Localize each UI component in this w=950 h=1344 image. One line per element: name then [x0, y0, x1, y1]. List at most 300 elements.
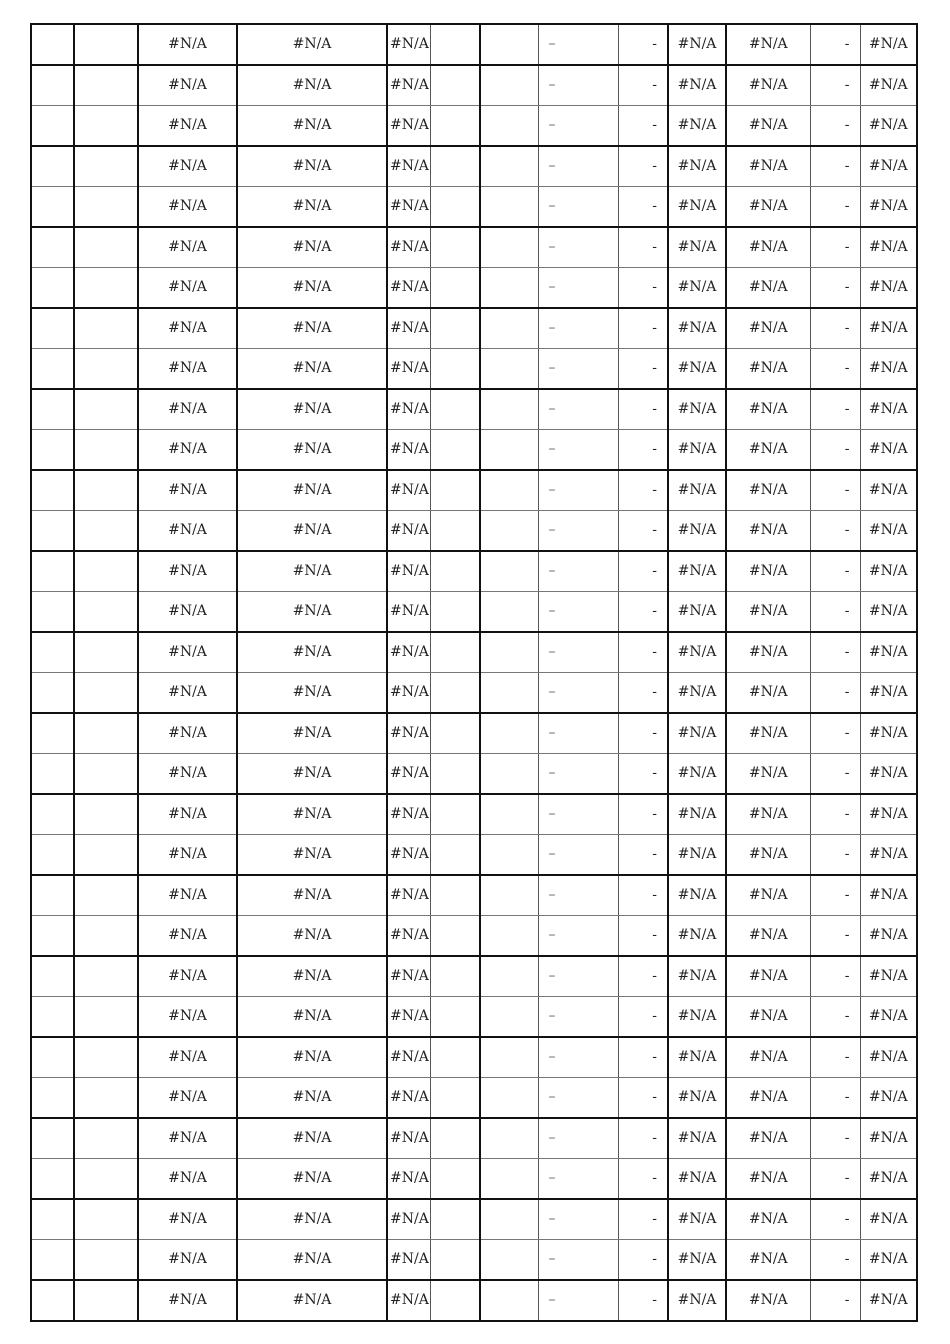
table-cell-c6 [480, 997, 538, 1038]
table-cell-c10: #N/A [726, 349, 810, 390]
table-cell-c0 [31, 1078, 74, 1119]
table-cell-c9: #N/A [668, 106, 726, 147]
table-cell-c4: #N/A [387, 389, 430, 430]
table-cell-c12: #N/A [860, 1159, 917, 1200]
table-cell-c0 [31, 1240, 74, 1281]
table-cell-c1 [74, 511, 138, 552]
table-cell-c1 [74, 673, 138, 714]
table-cell-c4: #N/A [387, 794, 430, 835]
table-cell-c6 [480, 1280, 538, 1321]
table-cell-c11: - [810, 268, 860, 309]
table-cell-c0 [31, 1118, 74, 1159]
table-cell-c6 [480, 916, 538, 957]
table-cell-c12: #N/A [860, 956, 917, 997]
table-cell-c8: - [618, 1078, 668, 1119]
table-cell-c8: - [618, 268, 668, 309]
table-cell-c12: #N/A [860, 268, 917, 309]
table-cell-c2: #N/A [138, 106, 237, 147]
table-cell-c7: – [538, 754, 618, 795]
table-cell-c0 [31, 146, 74, 187]
table-cell-c9: #N/A [668, 24, 726, 65]
table-cell-c10: #N/A [726, 632, 810, 673]
table-cell-c1 [74, 308, 138, 349]
table-cell-c11: - [810, 65, 860, 106]
table-cell-c11: - [810, 1037, 860, 1078]
table-row [31, 268, 917, 309]
table-cell-c5 [430, 24, 480, 65]
table-cell-c7: – [538, 673, 618, 714]
table-cell-c10: #N/A [726, 268, 810, 309]
table-cell-c4: #N/A [387, 268, 430, 309]
table-cell-c9: #N/A [668, 1280, 726, 1321]
table-cell-c10: #N/A [726, 713, 810, 754]
table-cell-c7: – [538, 1199, 618, 1240]
table-cell-c9: #N/A [668, 227, 726, 268]
table-cell-c12: #N/A [860, 754, 917, 795]
table-row [31, 551, 917, 592]
table-cell-c3: #N/A [237, 551, 387, 592]
table-cell-c11: - [810, 227, 860, 268]
table-cell-c12: #N/A [860, 65, 917, 106]
table-cell-c8: - [618, 794, 668, 835]
table-cell-c5 [430, 511, 480, 552]
table-cell-c5 [430, 470, 480, 511]
table-cell-c12: #N/A [860, 1280, 917, 1321]
table-cell-c8: - [618, 146, 668, 187]
table-cell-c7: – [538, 1078, 618, 1119]
table-cell-c10: #N/A [726, 470, 810, 511]
table-cell-c11: - [810, 713, 860, 754]
table-cell-c2: #N/A [138, 956, 237, 997]
table-row [31, 956, 917, 997]
table-cell-c11: - [810, 916, 860, 957]
table-cell-c7: – [538, 146, 618, 187]
table-cell-c3: #N/A [237, 227, 387, 268]
table-cell-c1 [74, 268, 138, 309]
table-cell-c10: #N/A [726, 106, 810, 147]
table-cell-c3: #N/A [237, 470, 387, 511]
table-cell-c2: #N/A [138, 65, 237, 106]
table-cell-c10: #N/A [726, 146, 810, 187]
table-cell-c3: #N/A [237, 389, 387, 430]
table-cell-c2: #N/A [138, 1199, 237, 1240]
table-cell-c2: #N/A [138, 389, 237, 430]
table-cell-c9: #N/A [668, 754, 726, 795]
table-cell-c9: #N/A [668, 511, 726, 552]
table-row [31, 146, 917, 187]
table-cell-c0 [31, 713, 74, 754]
table-cell-c7: – [538, 997, 618, 1038]
table-cell-c6 [480, 632, 538, 673]
table-cell-c4: #N/A [387, 227, 430, 268]
table-cell-c1 [74, 470, 138, 511]
table-cell-c6 [480, 470, 538, 511]
table-cell-c3: #N/A [237, 65, 387, 106]
table-cell-c3: #N/A [237, 268, 387, 309]
table-cell-c5 [430, 794, 480, 835]
table-cell-c4: #N/A [387, 146, 430, 187]
table-cell-c2: #N/A [138, 713, 237, 754]
table-cell-c8: - [618, 470, 668, 511]
table-cell-c11: - [810, 1078, 860, 1119]
table-cell-c11: - [810, 875, 860, 916]
table-cell-c7: – [538, 308, 618, 349]
table-cell-c9: #N/A [668, 389, 726, 430]
table-cell-c11: - [810, 187, 860, 228]
table-cell-c4: #N/A [387, 875, 430, 916]
table-cell-c1 [74, 794, 138, 835]
table-cell-c9: #N/A [668, 673, 726, 714]
table-cell-c9: #N/A [668, 916, 726, 957]
table-cell-c2: #N/A [138, 632, 237, 673]
table-cell-c8: - [618, 308, 668, 349]
table-row [31, 1199, 917, 1240]
table-cell-c10: #N/A [726, 1078, 810, 1119]
table-cell-c12: #N/A [860, 389, 917, 430]
table-cell-c1 [74, 187, 138, 228]
table-cell-c12: #N/A [860, 551, 917, 592]
table-cell-c4: #N/A [387, 956, 430, 997]
table-cell-c0 [31, 1199, 74, 1240]
table-cell-c10: #N/A [726, 187, 810, 228]
table-cell-c2: #N/A [138, 1078, 237, 1119]
table-cell-c1 [74, 1240, 138, 1281]
table-cell-c2: #N/A [138, 511, 237, 552]
table-cell-c1 [74, 146, 138, 187]
table-cell-c2: #N/A [138, 1159, 237, 1200]
table-cell-c11: - [810, 106, 860, 147]
table-cell-c11: - [810, 511, 860, 552]
table-cell-c3: #N/A [237, 146, 387, 187]
table-cell-c7: – [538, 24, 618, 65]
table-cell-c5 [430, 268, 480, 309]
table-cell-c4: #N/A [387, 511, 430, 552]
table-cell-c3: #N/A [237, 1037, 387, 1078]
table-cell-c4: #N/A [387, 106, 430, 147]
table-cell-c5 [430, 65, 480, 106]
table-cell-c8: - [618, 227, 668, 268]
table-cell-c12: #N/A [860, 875, 917, 916]
table-cell-c3: #N/A [237, 794, 387, 835]
table-cell-c6 [480, 349, 538, 390]
table-cell-c11: - [810, 592, 860, 633]
table-cell-c1 [74, 551, 138, 592]
table-cell-c4: #N/A [387, 1118, 430, 1159]
table-cell-c12: #N/A [860, 308, 917, 349]
table-cell-c0 [31, 430, 74, 471]
table-cell-c12: #N/A [860, 713, 917, 754]
table-cell-c4: #N/A [387, 1078, 430, 1119]
table-cell-c4: #N/A [387, 1199, 430, 1240]
table-cell-c7: – [538, 551, 618, 592]
table-cell-c10: #N/A [726, 227, 810, 268]
table-cell-c5 [430, 106, 480, 147]
table-cell-c6 [480, 65, 538, 106]
table-cell-c3: #N/A [237, 106, 387, 147]
table-cell-c2: #N/A [138, 794, 237, 835]
table-cell-c9: #N/A [668, 835, 726, 876]
table-cell-c9: #N/A [668, 632, 726, 673]
table-cell-c7: – [538, 227, 618, 268]
table-cell-c6 [480, 551, 538, 592]
table-cell-c3: #N/A [237, 349, 387, 390]
table-cell-c11: - [810, 430, 860, 471]
table-cell-c8: - [618, 511, 668, 552]
table-cell-c6 [480, 713, 538, 754]
table-cell-c2: #N/A [138, 916, 237, 957]
table-cell-c5 [430, 1078, 480, 1119]
table-row [31, 754, 917, 795]
table-cell-c0 [31, 916, 74, 957]
table-cell-c2: #N/A [138, 1240, 237, 1281]
table-cell-c8: - [618, 430, 668, 471]
table-cell-c7: – [538, 389, 618, 430]
table-cell-c8: - [618, 754, 668, 795]
table-cell-c1 [74, 632, 138, 673]
table-cell-c0 [31, 592, 74, 633]
table-cell-c4: #N/A [387, 1240, 430, 1281]
table-cell-c9: #N/A [668, 875, 726, 916]
table-cell-c11: - [810, 146, 860, 187]
table-cell-c1 [74, 875, 138, 916]
table-cell-c12: #N/A [860, 632, 917, 673]
table-cell-c9: #N/A [668, 1240, 726, 1281]
table-cell-c11: - [810, 997, 860, 1038]
table-cell-c0 [31, 835, 74, 876]
table-cell-c5 [430, 146, 480, 187]
table-cell-c9: #N/A [668, 1078, 726, 1119]
table-cell-c8: - [618, 673, 668, 714]
table-cell-c2: #N/A [138, 308, 237, 349]
table-row [31, 1037, 917, 1078]
table-cell-c4: #N/A [387, 1037, 430, 1078]
table-cell-c9: #N/A [668, 268, 726, 309]
table-cell-c3: #N/A [237, 24, 387, 65]
table-cell-c3: #N/A [237, 632, 387, 673]
table-cell-c4: #N/A [387, 592, 430, 633]
table-cell-c3: #N/A [237, 713, 387, 754]
table-cell-c10: #N/A [726, 308, 810, 349]
table-cell-c8: - [618, 916, 668, 957]
table-cell-c9: #N/A [668, 65, 726, 106]
table-cell-c8: - [618, 1280, 668, 1321]
table-cell-c10: #N/A [726, 673, 810, 714]
table-cell-c11: - [810, 24, 860, 65]
spreadsheet-table [30, 23, 918, 1322]
table-cell-c2: #N/A [138, 470, 237, 511]
table-cell-c12: #N/A [860, 24, 917, 65]
table-cell-c5 [430, 673, 480, 714]
table-cell-c11: - [810, 1199, 860, 1240]
table-cell-c1 [74, 106, 138, 147]
table-cell-c2: #N/A [138, 1037, 237, 1078]
table-cell-c0 [31, 470, 74, 511]
table-cell-c8: - [618, 875, 668, 916]
table-cell-c5 [430, 592, 480, 633]
table-cell-c4: #N/A [387, 551, 430, 592]
table-cell-c3: #N/A [237, 430, 387, 471]
table-row [31, 673, 917, 714]
table-cell-c4: #N/A [387, 997, 430, 1038]
table-cell-c10: #N/A [726, 511, 810, 552]
table-cell-c1 [74, 997, 138, 1038]
table-cell-c5 [430, 551, 480, 592]
table-cell-c8: - [618, 1159, 668, 1200]
table-row [31, 835, 917, 876]
table-cell-c7: – [538, 1118, 618, 1159]
table-cell-c4: #N/A [387, 713, 430, 754]
table-cell-c4: #N/A [387, 430, 430, 471]
table-row [31, 65, 917, 106]
table-cell-c10: #N/A [726, 1240, 810, 1281]
table-cell-c6 [480, 956, 538, 997]
table-cell-c0 [31, 511, 74, 552]
table-cell-c6 [480, 1118, 538, 1159]
table-cell-c9: #N/A [668, 308, 726, 349]
table-cell-c12: #N/A [860, 430, 917, 471]
table-cell-c3: #N/A [237, 875, 387, 916]
table-cell-c1 [74, 227, 138, 268]
table-cell-c9: #N/A [668, 1199, 726, 1240]
table-cell-c2: #N/A [138, 875, 237, 916]
table-cell-c3: #N/A [237, 916, 387, 957]
table-cell-c7: – [538, 187, 618, 228]
table-cell-c10: #N/A [726, 430, 810, 471]
table-cell-c5 [430, 916, 480, 957]
table-cell-c12: #N/A [860, 1118, 917, 1159]
table-cell-c3: #N/A [237, 673, 387, 714]
table-cell-c10: #N/A [726, 551, 810, 592]
table-cell-c6 [480, 389, 538, 430]
table-cell-c10: #N/A [726, 1199, 810, 1240]
table-cell-c8: - [618, 835, 668, 876]
table-cell-c8: - [618, 592, 668, 633]
table-cell-c12: #N/A [860, 794, 917, 835]
table-cell-c9: #N/A [668, 146, 726, 187]
table-cell-c10: #N/A [726, 997, 810, 1038]
table-cell-c5 [430, 187, 480, 228]
table-cell-c11: - [810, 389, 860, 430]
table-cell-c3: #N/A [237, 511, 387, 552]
table-cell-c2: #N/A [138, 997, 237, 1038]
table-cell-c5 [430, 1037, 480, 1078]
table-cell-c6 [480, 754, 538, 795]
table-cell-c4: #N/A [387, 470, 430, 511]
table-cell-c5 [430, 227, 480, 268]
table-cell-c3: #N/A [237, 1240, 387, 1281]
table-cell-c6 [480, 794, 538, 835]
table-cell-c10: #N/A [726, 389, 810, 430]
table-cell-c4: #N/A [387, 632, 430, 673]
table-cell-c10: #N/A [726, 24, 810, 65]
table-cell-c0 [31, 187, 74, 228]
table-cell-c8: - [618, 997, 668, 1038]
table-cell-c1 [74, 24, 138, 65]
table-cell-c2: #N/A [138, 1280, 237, 1321]
table-cell-c8: - [618, 956, 668, 997]
table-cell-c3: #N/A [237, 1280, 387, 1321]
table-cell-c2: #N/A [138, 268, 237, 309]
table-cell-c4: #N/A [387, 673, 430, 714]
table-cell-c4: #N/A [387, 754, 430, 795]
table-cell-c1 [74, 713, 138, 754]
table-cell-c12: #N/A [860, 1199, 917, 1240]
table-cell-c8: - [618, 187, 668, 228]
table-cell-c10: #N/A [726, 875, 810, 916]
table-cell-c0 [31, 956, 74, 997]
table-cell-c3: #N/A [237, 187, 387, 228]
table-cell-c7: – [538, 835, 618, 876]
table-cell-c10: #N/A [726, 1159, 810, 1200]
table-cell-c0 [31, 794, 74, 835]
table-cell-c6 [480, 875, 538, 916]
table-cell-c11: - [810, 1280, 860, 1321]
table-cell-c8: - [618, 349, 668, 390]
table-cell-c11: - [810, 673, 860, 714]
table-cell-c1 [74, 65, 138, 106]
table-cell-c5 [430, 1118, 480, 1159]
table-cell-c0 [31, 24, 74, 65]
table-cell-c6 [480, 106, 538, 147]
table-cell-c0 [31, 875, 74, 916]
table-cell-c0 [31, 551, 74, 592]
table-cell-c10: #N/A [726, 1118, 810, 1159]
table-cell-c6 [480, 592, 538, 633]
table-cell-c6 [480, 1199, 538, 1240]
table-cell-c0 [31, 632, 74, 673]
table-cell-c4: #N/A [387, 187, 430, 228]
table-cell-c3: #N/A [237, 308, 387, 349]
table-cell-c0 [31, 65, 74, 106]
table-cell-c8: - [618, 24, 668, 65]
table-row [31, 24, 917, 65]
table-cell-c11: - [810, 794, 860, 835]
table-cell-c9: #N/A [668, 430, 726, 471]
table-cell-c4: #N/A [387, 24, 430, 65]
table-cell-c7: – [538, 106, 618, 147]
table-row [31, 794, 917, 835]
table-cell-c9: #N/A [668, 794, 726, 835]
table-cell-c8: - [618, 713, 668, 754]
table-cell-c11: - [810, 1118, 860, 1159]
table-cell-c3: #N/A [237, 754, 387, 795]
table-cell-c10: #N/A [726, 956, 810, 997]
table-cell-c0 [31, 997, 74, 1038]
table-cell-c7: – [538, 875, 618, 916]
table-cell-c1 [74, 1280, 138, 1321]
table-cell-c12: #N/A [860, 1078, 917, 1119]
table-cell-c8: - [618, 1037, 668, 1078]
table-cell-c9: #N/A [668, 997, 726, 1038]
table-cell-c2: #N/A [138, 835, 237, 876]
table-cell-c7: – [538, 511, 618, 552]
table-cell-c12: #N/A [860, 916, 917, 957]
table-cell-c9: #N/A [668, 1159, 726, 1200]
table-cell-c9: #N/A [668, 470, 726, 511]
table-cell-c2: #N/A [138, 754, 237, 795]
table-cell-c5 [430, 389, 480, 430]
table-row [31, 1159, 917, 1200]
table-cell-c6 [480, 24, 538, 65]
table-cell-c0 [31, 389, 74, 430]
table-cell-c7: – [538, 430, 618, 471]
table-cell-c12: #N/A [860, 1240, 917, 1281]
table-cell-c1 [74, 835, 138, 876]
table-cell-c12: #N/A [860, 146, 917, 187]
table-cell-c7: – [538, 65, 618, 106]
table-cell-c11: - [810, 349, 860, 390]
table-cell-c10: #N/A [726, 794, 810, 835]
